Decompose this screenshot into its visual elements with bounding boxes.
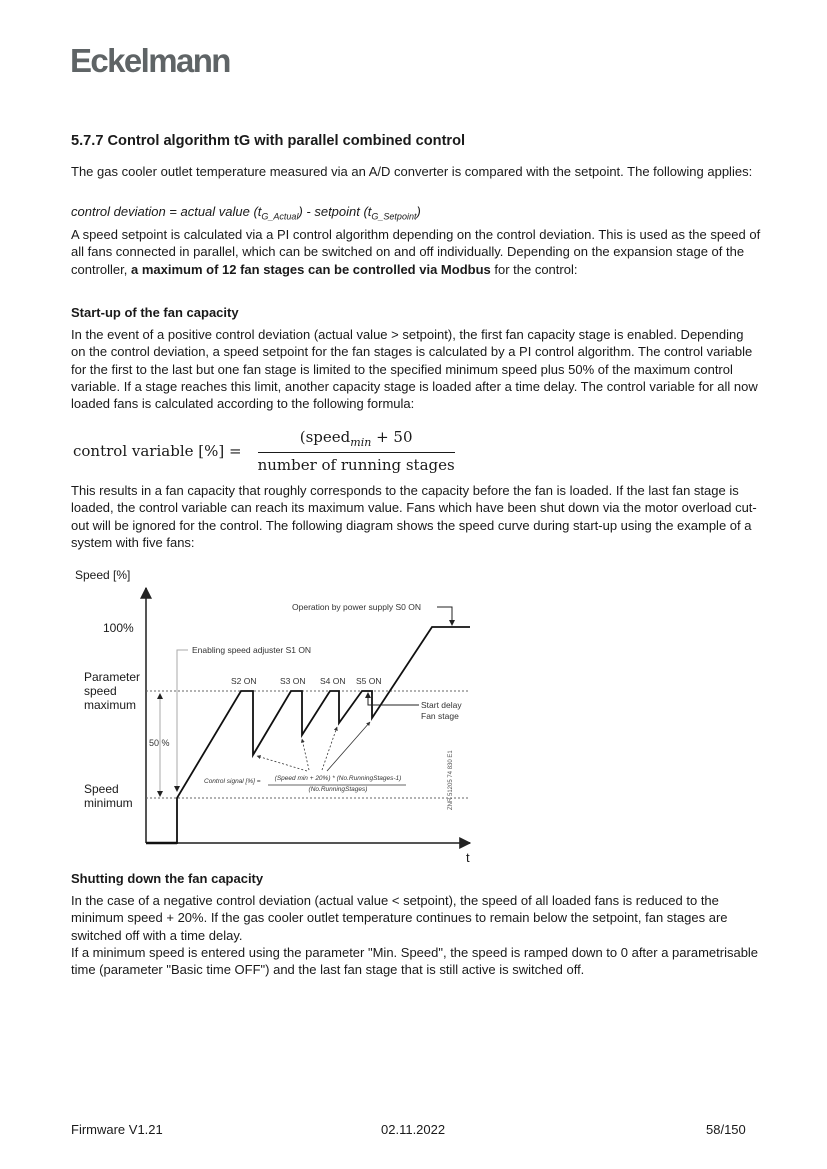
eckelmann-logo: Eckelmann [70,42,230,79]
control-signal-arrow-s3 [302,739,309,770]
after-formula-paragraph: This results in a fan capacity that roughly corresponds to the capacity before the fan is loaded. If the last fan stage is loaded, the control variable can reach its maximum value. Fans which have been shut down via the motor overload cut-out will be ignored for the control. The following diagram shows the speed curve during start-up using the example of a system with five fans: [71,483,757,550]
paragraph-text: A speed setpoint is calculated via a PI control algorithm depending on the control deviation. This is used as the speed of all fans connected in parallel, which can be switched on and off individually. Depending on the expansion stage of the controller, [71,227,761,277]
stage-label-s3: S3 ON [280,676,306,686]
param-max-label [84,670,140,712]
startup-paragraph: In the event of a positive control deviation (actual value > setpoint), the first fan capacity stage is enabled. Depending on the control deviation, a speed setpoint for the fan stages is calculated by a PI control algorithm. The control variable for the first to the last but one fan stage is limited to the specified minimum speed plus 50% of the maximum control variable. If a stage reaches this limit, another capacity stage is loaded after a time delay. The control variable for all now loaded fans is calculated according to the following formula: [71,327,758,412]
formula-subscript: G_Actual [261,211,299,222]
s1-arrowhead [174,786,180,792]
span-50-label: 50 % [149,738,170,748]
stage-label-s2: S2 ON [231,676,257,686]
numerator-text: + 50 [371,428,413,446]
formula-text: control deviation = actual value (t [71,204,262,219]
shutdown-paragraph-2: If a minimum speed is entered using the parameter "Min. Speed", the speed is ramped down to 0 after a parametrisable time (parameter "Basic time OFF") and the last fan stage that is still active is switched off. [71,945,759,978]
shutdown-paragraph-1: In the case of a negative control deviation (actual value < setpoint), the speed of all loaded fans is reduced to the minimum speed + 20%. If the gas cooler outlet temperature continues to remain below the setpoint, fan stages are switched off with a time delay. [71,893,728,943]
formula-text: ) [416,204,421,219]
control-signal-numerator: (Speed min + 20%) * (No.RunningStages-1) [274,775,402,782]
stage-label-s5: S5 ON [356,676,382,686]
control-signal-lhs: Control signal [%] = [204,778,261,785]
control-signal-arrow-s4 [322,727,337,770]
formula-subscript: G_Setpoint [371,211,417,222]
footer-page-number: 58/150 [706,1122,746,1137]
paragraph-bold: a maximum of 12 fan stages can be controlled via Modbus [130,261,491,277]
speed-min-label [84,782,133,810]
formula-lhs: control variable [%] = [73,442,242,460]
start-delay-leader [368,697,419,705]
s0-annotation: Operation by power supply S0 ON [292,602,421,612]
s0-arrowhead [449,620,455,626]
control-signal-arrow-s5 [327,722,370,771]
span-bottom-arrowhead [157,791,163,797]
formula-text: ) - setpoint (t [298,204,372,219]
label-line: maximum [84,698,137,712]
y-axis-label: Speed [%] [75,568,131,582]
intro-paragraph: The gas cooler outlet temperature measured via an A/D converter is compared with the setpoint. The following applies: [71,164,753,179]
numerator-subscript: min [350,436,372,449]
startup-heading: Start-up of the fan capacity [71,305,239,320]
span-top-arrowhead [157,693,163,699]
label-line: speed [84,684,117,698]
start-delay-annotation [421,700,462,722]
numerator-text: (speed [299,428,351,446]
diagram-reference-code: ZNR 51205 74 830 E1 [448,750,454,810]
formula-denominator: number of running stages [257,456,455,474]
label-line: Speed [84,782,119,796]
control-signal-arrow-s2 [257,756,307,771]
label-line: minimum [84,796,133,810]
annotation-line: Fan stage [421,711,459,721]
s1-bracket-line [177,650,188,790]
section-title: 5.7.7 Control algorithm tG with parallel combined control [71,133,466,149]
footer-date: 02.11.2022 [381,1122,446,1137]
level-100-label: 100% [103,621,134,635]
footer-firmware: Firmware V1.21 [71,1122,163,1137]
paragraph-text: for the control: [490,261,578,277]
shutdown-heading: Shutting down the fan capacity [71,871,264,886]
s1-annotation: Enabling speed adjuster S1 ON [192,645,312,655]
start-delay-arrowhead [365,692,371,698]
label-line: Parameter [84,670,141,684]
annotation-line: Start delay [421,700,462,710]
control-signal-denominator: (No.RunningStages) [308,786,368,793]
stage-label-s4: S4 ON [320,676,346,686]
speed-curve [146,627,470,843]
x-axis-label: t [466,850,470,865]
